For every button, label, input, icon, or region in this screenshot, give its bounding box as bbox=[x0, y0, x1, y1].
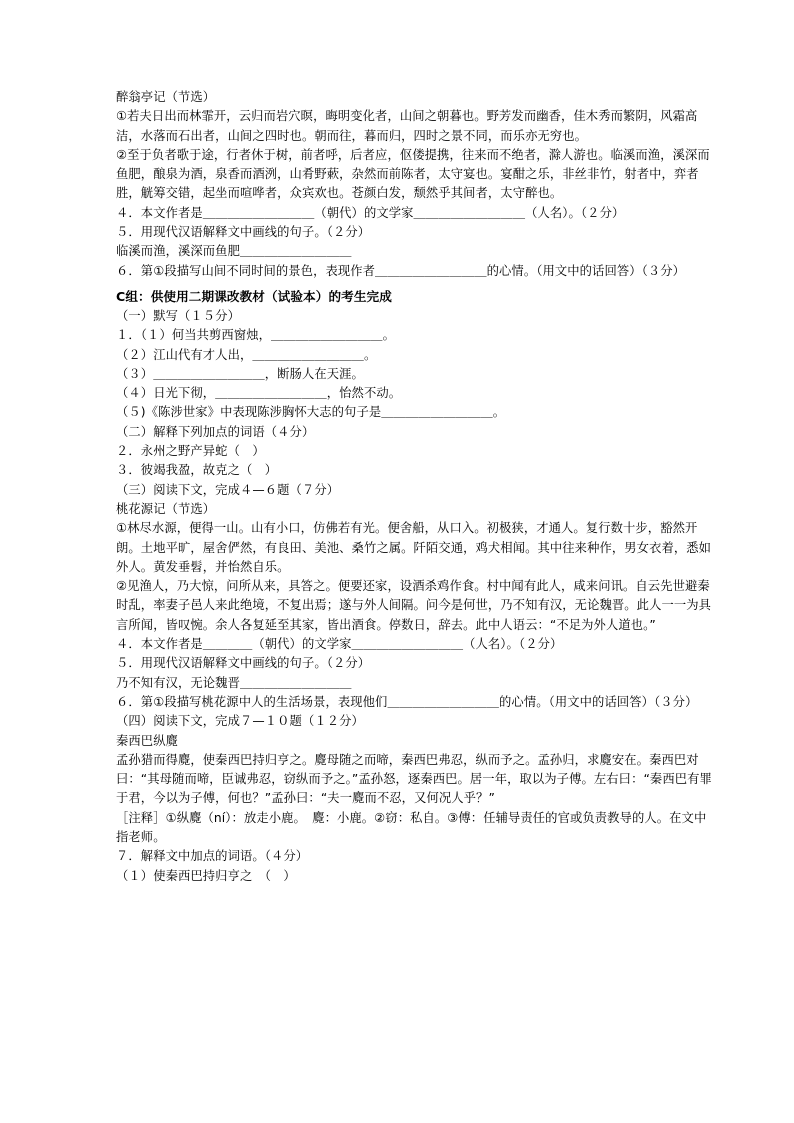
passage-para-4: ②见渔人，乃大惊，问所从来，具答之。便要还家，设酒杀鸡作食。村中闻有此人，咸来问讯。自云先世避秦时乱，率妻子邑人来此绝境，不复出焉；遂与外人间隔。问今是何世，乃不知有汉，无论魏晋。此人一一为具言所闻，皆叹惋。余人各复延至其家，皆出酒食。停数日，辞去。此中人语云：“不足为外人道也。” bbox=[116, 579, 712, 632]
question-5b: ５．用现代汉语解释文中画线的句子。（２分） bbox=[116, 656, 371, 671]
question-3: ３．彼竭我盈，故克之（ ） bbox=[116, 463, 278, 478]
question-4: ４．本文作者是＿＿＿＿＿＿＿＿＿（朝代）的文学家＿＿＿＿＿＿＿＿＿（人名）。（２分） bbox=[116, 205, 625, 220]
section-two-heading: （二）解释下列加点的词语（４分） bbox=[116, 424, 315, 439]
question-7-1: （１）使秦西巴持归亨之 （ ） bbox=[116, 868, 296, 883]
fill-1-3: （３）＿＿＿＿＿＿＿＿＿，断肠人在天涯。 bbox=[116, 366, 364, 381]
fill-1-5: （５)《陈涉世家》中表现陈涉胸怀大志的句子是＿＿＿＿＿＿＿＿＿。 bbox=[116, 405, 506, 420]
passage-title-2: 桃花源记（节选） bbox=[116, 501, 216, 516]
passage-title-1: 醉翁亭记（节选） bbox=[116, 90, 216, 104]
question-4b: ４．本文作者是＿＿＿＿（朝代）的文学家＿＿＿＿＿＿＿＿＿（人名）。（２分） bbox=[116, 637, 563, 652]
section-one-heading: （一）默写（１５分） bbox=[116, 308, 240, 323]
question-5b-answer: 乃不知有汉，无论魏晋＿＿＿＿＿＿＿＿＿ bbox=[116, 675, 352, 690]
fill-1-2: （２）江山代有才人出，＿＿＿＿＿＿＿＿＿。 bbox=[116, 347, 377, 362]
section-three-heading: （三）阅读下文，完成４—６题（７分） bbox=[116, 482, 340, 497]
document-body bbox=[116, 88, 716, 886]
annotation-note: ［注释］①纵麑（ní）：放走小鹿。 麑：小鹿。②窃：私自。③傅：任辅导责任的官或负责教导的人。在文中指老师。 bbox=[116, 810, 707, 844]
passage-title-3: 秦西巴纵麑 bbox=[116, 733, 178, 748]
group-c-heading: C组：供使用二期课改教材（试验本）的考生完成 bbox=[116, 288, 392, 304]
question-5: ５．用现代汉语解释文中画线的句子。（２分） bbox=[116, 225, 371, 240]
fill-1-4: （４）日光下彻，＿＿＿＿＿＿＿＿＿，怡然不动。 bbox=[116, 386, 402, 401]
question-6: ６．第①段描写山间不同时间的景色，表现作者＿＿＿＿＿＿＿＿＿的心情。（用文中的话回答）（３分） bbox=[116, 263, 686, 278]
question-5-answer: 临溪而渔，溪深而鱼肥＿＿＿＿＿＿＿＿＿ bbox=[116, 244, 352, 259]
question-7: ７．解释文中加点的词语。（４分） bbox=[116, 849, 309, 864]
passage-para-2: ②至于负者歌于途，行者休于树，前者呼，后者应，伛偻提携，往来而不绝者，滁人游也。临溪而渔，溪深而鱼肥，酿泉为酒，泉香而酒洌，山肴野蔌，杂然而前陈者，太守宴也。宴酣之乐，非丝非竹，射者中，弈者胜，觥筹交错，起坐而喧哗者，众宾欢也。苍颜白发，颓然乎其间者，太守醉也。 bbox=[116, 147, 710, 201]
passage-para-1: ①若夫日出而林霏开，云归而岩穴暝，晦明变化者，山间之朝暮也。野芳发而幽香，佳木秀而繁阴，风霜高洁，水落而石出者，山间之四时也。朝而往，暮而归，四时之景不同，而乐亦无穷也。 bbox=[116, 109, 698, 143]
section-four-heading: （四）阅读下文，完成７—１０题（１２分） bbox=[116, 714, 364, 729]
passage-para-5: 孟孙猎而得麑，使秦西巴持归亨之。麑母随之而啼，秦西巴弗忍，纵而予之。孟孙归，求麑安在。秦西巴对曰：“其母随而啼，臣诚弗忍，窃纵而予之。”孟孙怒，逐秦西巴。居一年，取以为子傅。左右曰：“秦西巴有罪于君，今以为子傅，何也？”孟孙曰：“夫一麑而不忍，又何况人乎？” bbox=[116, 752, 712, 806]
question-2: ２．永州之野产异蛇（ ） bbox=[116, 444, 265, 459]
passage-para-3: ①林尽水源，便得一山。山有小口，仿佛若有光。便舍船，从口入。初极狭，才通人。复行数十步，豁然开朗。土地平旷，屋舍俨然，有良田、美池、桑竹之属。阡陌交通，鸡犬相闻。其中往来种作，男女衣着，悉如外人。黄发垂髫，并怡然自乐。 bbox=[116, 521, 712, 574]
question-6b: ６．第①段描写桃花源中人的生活场景，表现他们＿＿＿＿＿＿＿＿＿的心情。（用文中的话回答）（３分） bbox=[116, 694, 698, 709]
fill-1-1: １．（１）何当共剪西窗烛，＿＿＿＿＿＿＿＿＿。 bbox=[116, 328, 395, 343]
